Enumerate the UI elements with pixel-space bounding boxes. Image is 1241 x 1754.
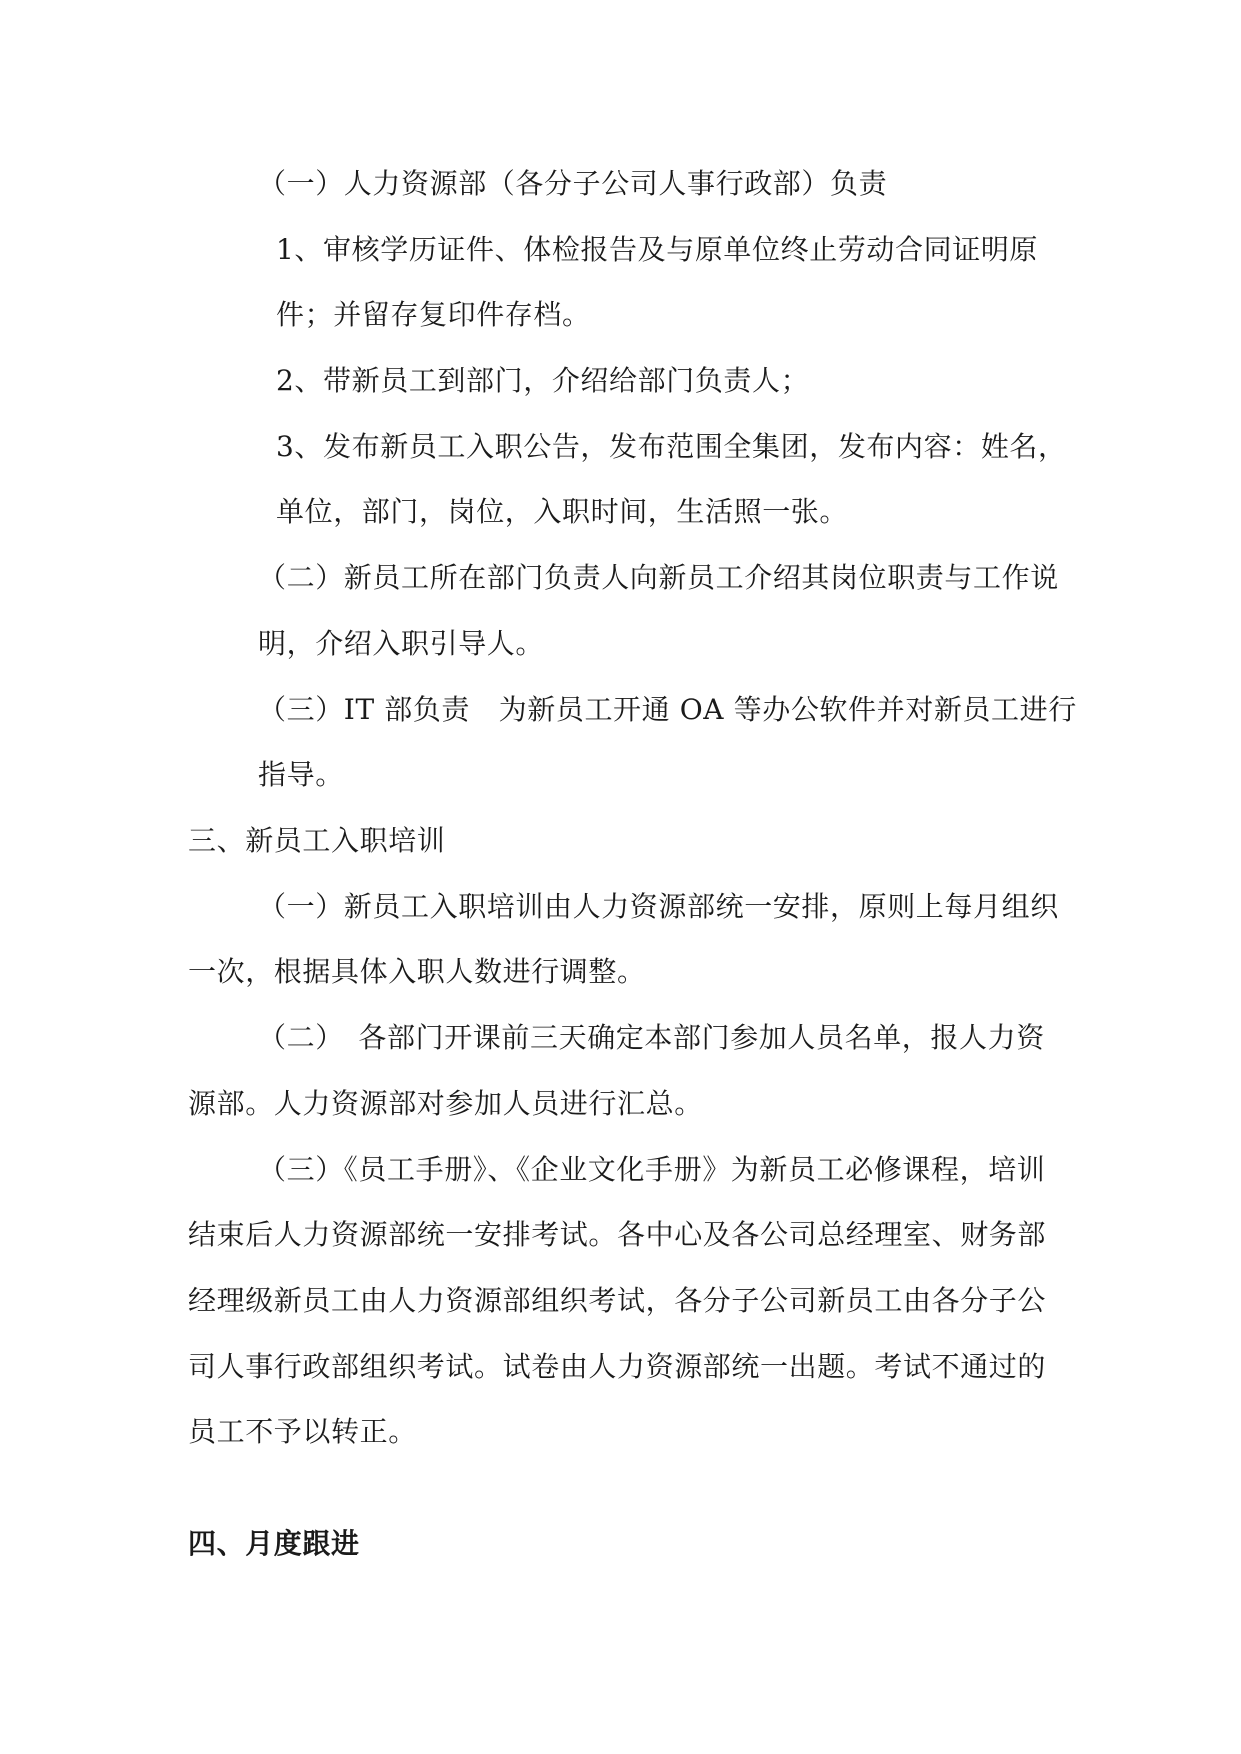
item-2-line-1: 2、带新员工到部门，介绍给部门负责人；: [276, 364, 810, 397]
item-1-line-2: 件；并留存复印件存档。: [276, 298, 591, 331]
training-2-line-1: （二） 各部门开课前三天确定本部门参加人员名单，报人力资: [258, 1021, 1045, 1054]
section-3-line-1: （三）IT 部负责 为新员工开通 OA 等办公软件并对新员工进行: [258, 693, 1077, 726]
training-3-line-5: 员工不予以转正。: [188, 1415, 417, 1448]
training-2-line-2: 源部。人力资源部对参加人员进行汇总。: [188, 1087, 703, 1120]
section-1-heading: （一）人力资源部（各分子公司人事行政部）负责: [258, 167, 888, 200]
chapter-3-heading: 三、新员工入职培训: [188, 824, 446, 857]
item-3-line-2: 单位，部门，岗位，入职时间，生活照一张。: [276, 495, 849, 528]
training-3-line-3: 经理级新员工由人力资源部组织考试，各分子公司新员工由各分子公: [188, 1284, 1047, 1317]
training-1-line-1: （一）新员工入职培训由人力资源部统一安排，原则上每月组织: [258, 890, 1059, 923]
training-3-line-1: （三）《员工手册》、《企业文化手册》为新员工必修课程，培训: [258, 1153, 1046, 1186]
training-3-line-2: 结束后人力资源部统一安排考试。各中心及各公司总经理室、财务部: [188, 1218, 1047, 1251]
chapter-4-heading: 四、月度跟进: [188, 1527, 360, 1560]
section-2-line-1: （二）新员工所在部门负责人向新员工介绍其岗位职责与工作说: [258, 561, 1059, 594]
item-1-line-1: 1、审核学历证件、体检报告及与原单位终止劳动合同证明原: [276, 233, 1039, 266]
item-3-line-1: 3、发布新员工入职公告，发布范围全集团，发布内容：姓名，: [276, 430, 1067, 463]
training-1-line-2: 一次，根据具体入职人数进行调整。: [188, 955, 646, 988]
section-3-line-2: 指导。: [258, 758, 344, 791]
training-3-line-4: 司人事行政部组织考试。试卷由人力资源部统一出题。考试不通过的: [188, 1350, 1047, 1383]
section-2-line-2: 明，介绍入职引导人。: [258, 627, 545, 660]
